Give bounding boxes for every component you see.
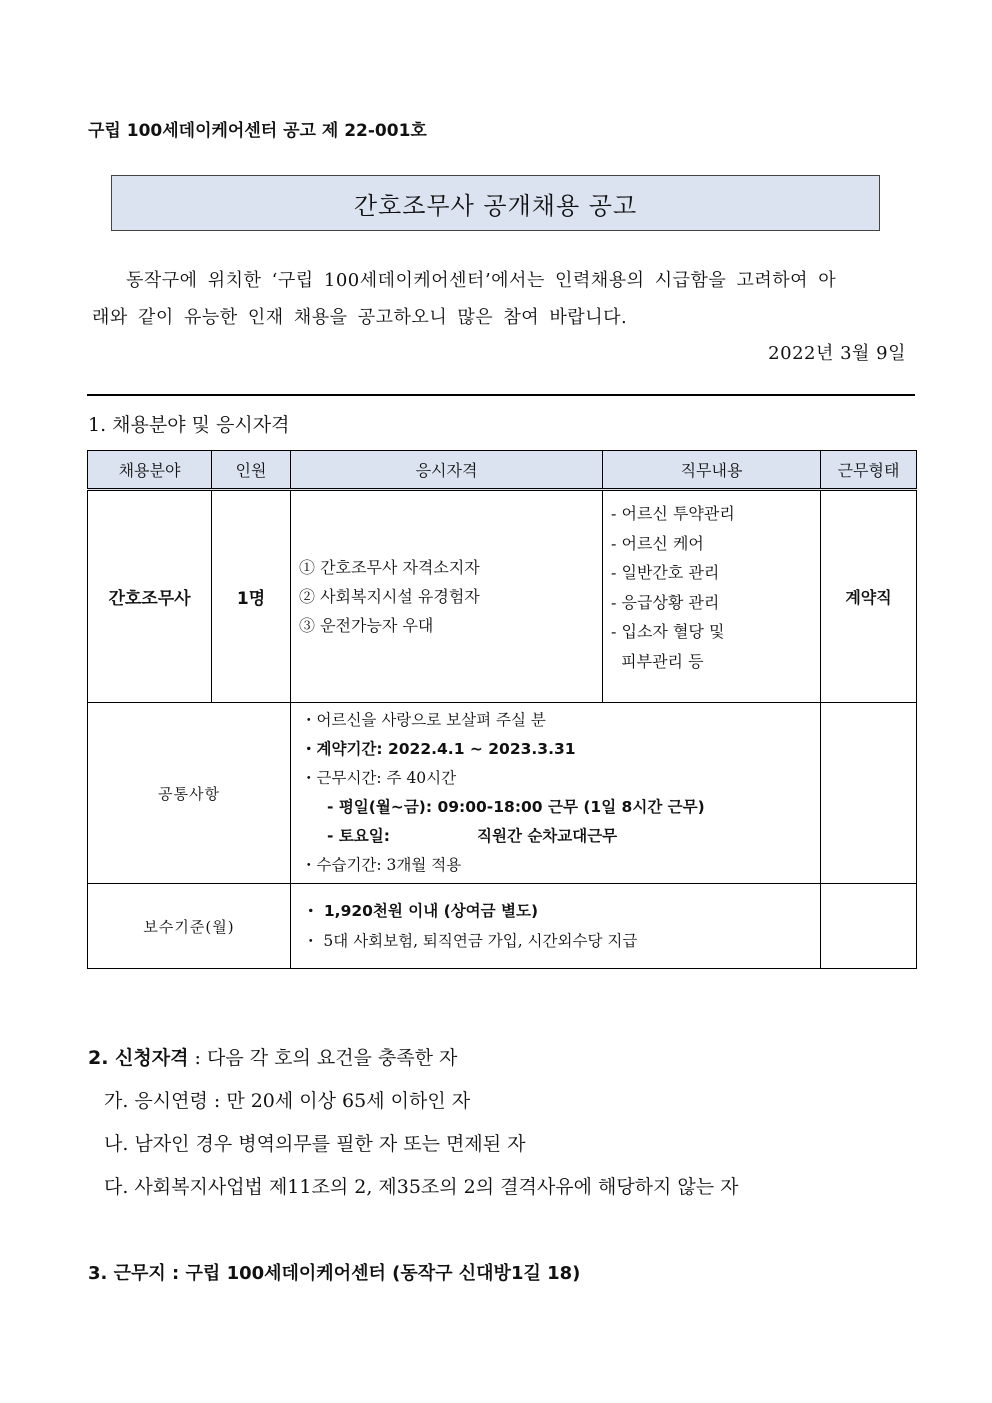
common-cell xyxy=(291,703,821,884)
duty-item: - 어르신 케어 xyxy=(611,533,704,553)
count-cell: 1명 xyxy=(212,490,291,703)
duty-item: - 응급상황 관리 xyxy=(611,592,720,612)
requirement-item: 나. 남자인 경우 병역의무를 필한 자 또는 면제된 자 xyxy=(104,1133,526,1155)
qualification-item: ① 간호조무사 자격소지자 xyxy=(299,558,480,577)
section-3-workplace: 3. 근무지 : 구립 100세데이케어센터 (동작구 신대방1길 18) xyxy=(88,1263,581,1284)
requirement-item: 다. 사회복지사업법 제11조의 2, 제35조의 2의 결격사유에 해당하지 않는 자 xyxy=(104,1176,739,1198)
duty-item: - 입소자 혈당 및 xyxy=(611,622,725,641)
duties-cell xyxy=(603,490,821,703)
section-2-heading xyxy=(88,1043,457,1070)
common-sub-value: 직원간 순차교대근무 xyxy=(477,827,618,845)
header-work-type: 근무형태 xyxy=(821,451,917,490)
common-label: 공통사항 xyxy=(88,703,291,884)
pay-item: ・ 5대 사회보험, 퇴직연금 가입, 시간외수당 지급 xyxy=(303,932,638,950)
section-2-desc: : 다음 각 호의 요건을 충족한 자 xyxy=(188,1047,458,1069)
pay-cell xyxy=(291,884,821,969)
header-count: 인원 xyxy=(212,451,291,490)
qualification-cell xyxy=(291,490,603,703)
common-sub-label: - 토요일: xyxy=(327,827,390,845)
section-2-title: 2. 신청자격 xyxy=(88,1047,189,1069)
table-row xyxy=(88,703,917,884)
common-item xyxy=(291,822,820,851)
pay-label: 보수기준(월) xyxy=(88,884,291,969)
common-item: - 평일(월∼금): 09:00-18:00 근무 (1일 8시간 근무) xyxy=(327,798,705,816)
table-header-row xyxy=(88,451,917,490)
duty-item: 피부관리 등 xyxy=(611,651,704,671)
field-cell: 간호조무사 xyxy=(88,490,212,703)
empty-cell xyxy=(821,703,917,884)
common-item: ・어르신을 사랑으로 보살펴 주실 분 xyxy=(301,711,546,729)
title-box xyxy=(111,175,880,231)
section-divider xyxy=(87,394,915,396)
table-row xyxy=(88,884,917,969)
common-item: ・계약기간: 2022.4.1 ~ 2023.3.31 xyxy=(301,740,576,758)
header-qualification: 응시자격 xyxy=(291,451,603,490)
qualification-item: ② 사회복지시설 유경험자 xyxy=(299,587,480,606)
qualification-item: ③ 운전가능자 우대 xyxy=(299,616,434,635)
section-1-heading: 1. 채용분야 및 응시자격 xyxy=(88,414,290,436)
header-duties: 직무내용 xyxy=(603,451,821,490)
notice-date: 2022년 3월 9일 xyxy=(768,343,906,364)
empty-cell xyxy=(821,884,917,969)
header-field: 채용분야 xyxy=(88,451,212,490)
recruitment-table xyxy=(87,450,917,969)
table-row xyxy=(88,490,917,703)
common-item: ・근무시간: 주 40시간 xyxy=(301,769,457,787)
intro-line-1: 동작구에 위치한 ‘구립 100세데이케어센터’에서는 인력채용의 시급함을 고려하여 아 xyxy=(126,270,837,291)
work-type-cell: 계약직 xyxy=(821,490,917,703)
duty-item: - 일반간호 관리 xyxy=(611,563,720,582)
notice-number: 구립 100세데이케어센터 공고 제 22-001호 xyxy=(88,121,427,141)
common-item: ・수습기간: 3개월 적용 xyxy=(301,856,462,874)
requirement-item: 가. 응시연령 : 만 20세 이상 65세 이하인 자 xyxy=(104,1090,471,1112)
intro-line-2: 래와 같이 유능한 인재 채용을 공고하오니 많은 참여 바랍니다. xyxy=(92,307,628,328)
pay-item: ・ 1,920천원 이내 (상여금 별도) xyxy=(303,902,539,920)
duty-item: - 어르신 투약관리 xyxy=(611,504,735,523)
page-title: 간호조무사 공개채용 공고 xyxy=(353,191,638,220)
